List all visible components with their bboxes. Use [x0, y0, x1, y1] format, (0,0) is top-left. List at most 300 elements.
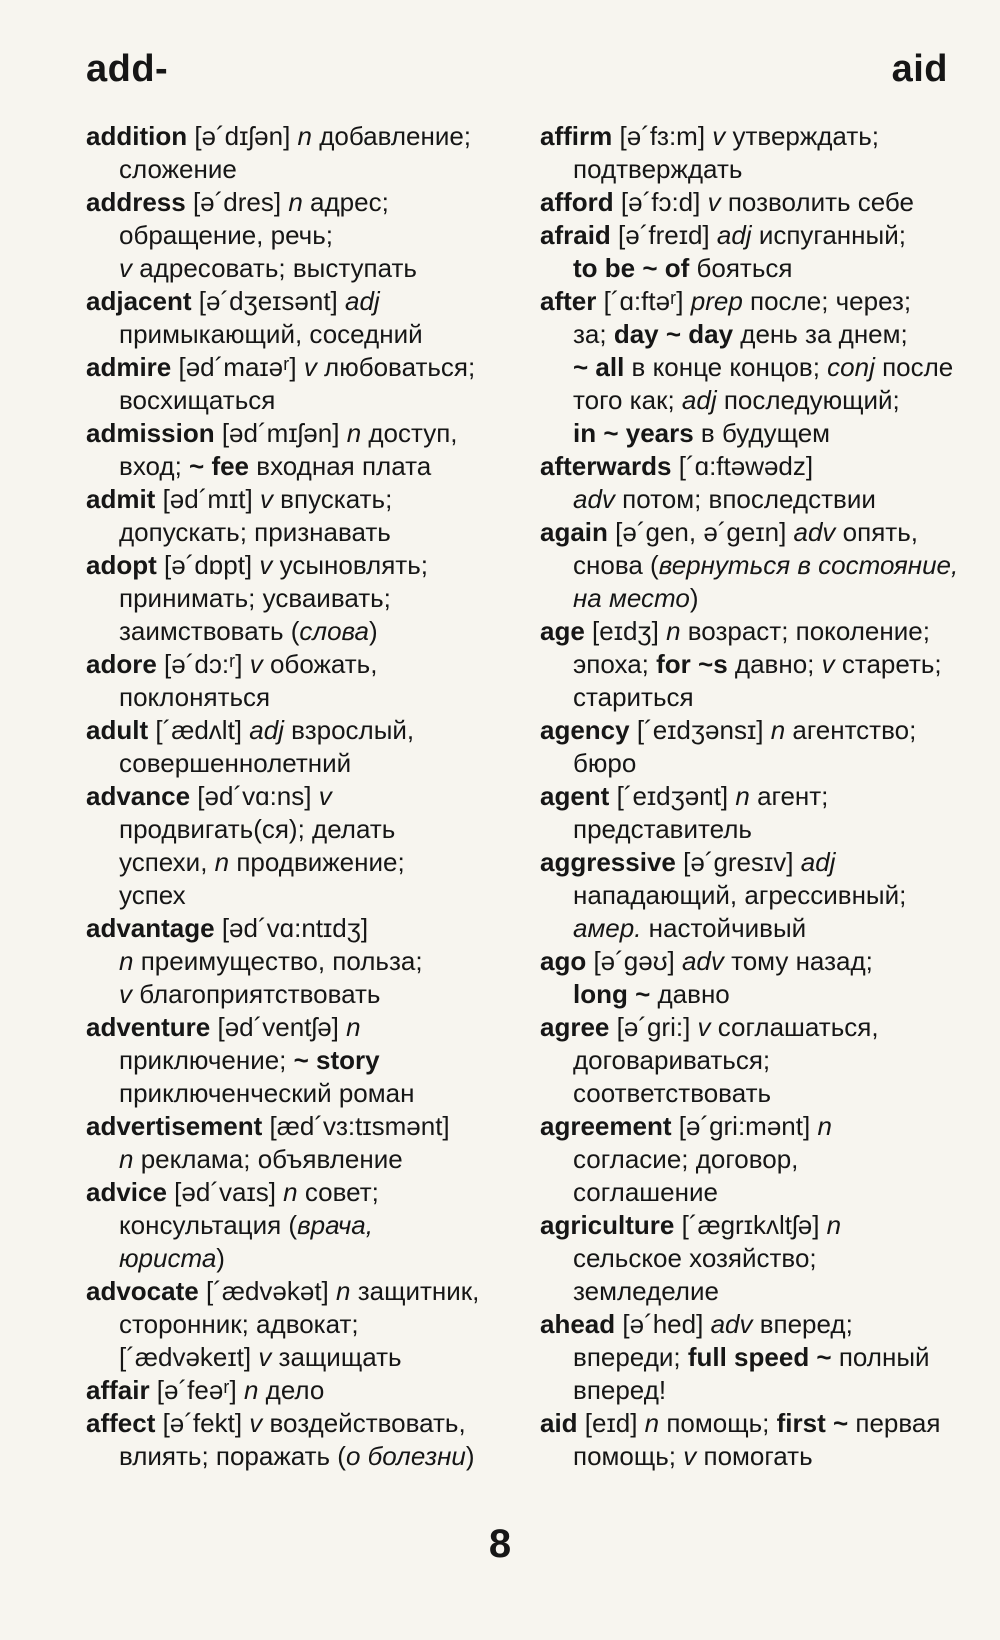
entry-continuation [86, 252, 526, 285]
entry-text: успехи, [119, 847, 215, 877]
entry-text: преимущество, польза; [133, 946, 423, 976]
entry-text: после; через; [742, 286, 912, 316]
entry-headline [86, 1011, 526, 1044]
entry-headline [540, 120, 970, 153]
grammar-label: n [644, 1408, 660, 1438]
entry-continuation [540, 747, 970, 780]
entry-headline [86, 648, 526, 681]
grammar-label: на место [573, 583, 690, 613]
headword: affirm [540, 121, 613, 151]
entry-continuation [86, 813, 526, 846]
entry-text: [əd´vaɪs] [166, 1177, 284, 1207]
entry-text: [´ɑ:ftəwədz] [671, 451, 814, 481]
entry-text: [´eɪdʒənt] [609, 781, 736, 811]
dictionary-entry [540, 846, 970, 945]
headword: aid [540, 1408, 578, 1438]
grammar-label: n [119, 1144, 134, 1174]
entry-text: реклама; объявление [133, 1144, 403, 1174]
entry-headline [540, 186, 970, 219]
headword: afford [540, 187, 614, 217]
entry-text: договариваться; [573, 1045, 771, 1075]
entry-text: обращение, речь; [119, 220, 333, 250]
grammar-label: n [214, 847, 230, 877]
entry-continuation [86, 582, 526, 615]
grammar-label: n [288, 187, 303, 217]
grammar-label: adv [793, 517, 836, 547]
entry-text: приключенческий роман [119, 1078, 415, 1108]
entry-headline [86, 912, 526, 945]
grammar-label: v [712, 121, 726, 151]
entry-continuation [86, 1209, 526, 1242]
entry-text: настойчивый [641, 913, 807, 943]
entry-text: эпоха; [573, 649, 657, 679]
entry-text: восхищаться [119, 385, 276, 415]
entry-text: [əd´vɑ:ns] [190, 781, 319, 811]
dictionary-entry [540, 714, 970, 780]
entry-continuation [540, 978, 970, 1011]
grammar-label: n [666, 616, 681, 646]
entry-continuation [540, 1143, 970, 1176]
entry-continuation [86, 384, 526, 417]
entry-continuation [86, 1440, 526, 1473]
entry-text: [ə´gresɪv] [675, 847, 801, 877]
grammar-label: о болезни [345, 1441, 466, 1471]
grammar-label: v [318, 781, 332, 811]
entry-continuation [540, 153, 970, 186]
entry-headline [540, 285, 970, 318]
dictionary-entry [540, 186, 970, 219]
headword: long ~ [573, 979, 651, 1009]
entry-text: [əd´mɪt] [155, 484, 260, 514]
entry-text: [ə´freɪd] [610, 220, 717, 250]
entry-headline [540, 1209, 970, 1242]
headword: address [86, 187, 186, 217]
entry-text: [ə´dʒeɪsənt] [191, 286, 345, 316]
dictionary-entry [86, 351, 526, 417]
entry-text: бояться [689, 253, 793, 283]
entry-continuation [540, 681, 970, 714]
entry-text: ) [369, 616, 378, 646]
entry-headline [86, 483, 526, 516]
headword: adventure [86, 1012, 211, 1042]
entry-text: вперед! [573, 1375, 667, 1405]
entry-text: [ə´dɪʃən] [187, 121, 298, 151]
entry-headline [86, 351, 526, 384]
headword: agree [540, 1012, 610, 1042]
entry-continuation [86, 1341, 526, 1374]
entry-headline [86, 285, 526, 318]
entry-text: усыновлять; [272, 550, 428, 580]
entry-headline [540, 1110, 970, 1143]
entry-text: защитник, [350, 1276, 480, 1306]
entry-headline [86, 780, 526, 813]
entry-text: давно [650, 979, 730, 1009]
entry-text: утверждать; [725, 121, 879, 151]
entry-continuation [540, 648, 970, 681]
entry-text: после [874, 352, 954, 382]
entry-text: в конце концов; [624, 352, 828, 382]
entry-continuation [86, 978, 526, 1011]
entry-continuation [86, 450, 526, 483]
entry-headline [86, 1176, 526, 1209]
entry-continuation [540, 252, 970, 285]
entry-text: снова ( [573, 550, 659, 580]
grammar-label: adj [800, 847, 836, 877]
dictionary-entry [86, 1176, 526, 1275]
dictionary-entry [540, 1308, 970, 1407]
entry-headline [86, 120, 526, 153]
entry-continuation [540, 1440, 970, 1473]
entry-text: защищать [271, 1342, 402, 1372]
headword: agriculture [540, 1210, 675, 1240]
entry-text: стареть; [834, 649, 942, 679]
headword: advance [86, 781, 191, 811]
grammar-label: n [817, 1111, 832, 1141]
grammar-label: adj [345, 286, 380, 316]
entry-text: агентство; [785, 715, 917, 745]
page-number: 8 [488, 1522, 512, 1566]
dictionary-entry [540, 1011, 970, 1110]
entry-text: [´ædʌlt] [148, 715, 250, 745]
entry-text: [ə´gəʊ] [586, 946, 682, 976]
entry-continuation [540, 813, 970, 846]
entry-text: первая [848, 1408, 941, 1438]
headword: agency [540, 715, 630, 745]
entry-text: возраст; поколение; [680, 616, 930, 646]
entry-headline [86, 549, 526, 582]
entry-text: [æd´vɜ:tɪsmənt] [262, 1111, 450, 1141]
entry-text: помощь; [573, 1441, 684, 1471]
grammar-label: adj [249, 715, 284, 745]
entry-continuation [540, 1275, 970, 1308]
entry-continuation [540, 384, 970, 417]
entry-text: в будущем [693, 418, 831, 448]
headword: adore [86, 649, 157, 679]
dictionary-entry [540, 219, 970, 285]
entry-text: вход; [119, 451, 190, 481]
entry-text: согласие; договор, [573, 1144, 799, 1174]
headword: ahead [540, 1309, 616, 1339]
entry-text: опять, [835, 517, 918, 547]
entry-continuation [540, 1242, 970, 1275]
entry-text: совершеннолетний [119, 748, 352, 778]
dictionary-entry [86, 780, 526, 912]
dictionary-entry [86, 549, 526, 648]
headword: to be ~ of [573, 253, 690, 283]
entry-text: того как; [573, 385, 682, 415]
entry-text: консультация ( [119, 1210, 298, 1240]
entry-text: [ə´dɔ:ʳ] [156, 649, 250, 679]
entry-text: испуганный; [751, 220, 906, 250]
entry-continuation [540, 1176, 970, 1209]
dictionary-entry [540, 1209, 970, 1308]
entry-continuation [86, 219, 526, 252]
dictionary-entry [86, 1407, 526, 1473]
entry-text: подтверждать [573, 154, 743, 184]
entry-continuation [86, 681, 526, 714]
entry-text: [´eɪdʒənsɪ] [629, 715, 771, 745]
entry-text: день за днем; [733, 319, 908, 349]
headword: adjacent [86, 286, 192, 316]
entry-text: помощь; [659, 1408, 777, 1438]
entry-text: полный [831, 1342, 930, 1372]
headword: adult [86, 715, 149, 745]
entry-headline [540, 615, 970, 648]
grammar-label: v [683, 1441, 697, 1471]
entry-text: [´ædvəkeɪt] [119, 1342, 259, 1372]
entry-headline [86, 714, 526, 747]
right-column [540, 120, 970, 1473]
entry-text: [ə´fɔ:d] [613, 187, 708, 217]
grammar-label: n [770, 715, 786, 745]
entry-text: [ə´gri:] [609, 1012, 698, 1042]
headword: afterwards [540, 451, 672, 481]
entry-text: земледелие [573, 1276, 719, 1306]
entry-continuation [86, 945, 526, 978]
entry-text: [ə´fɜ:m] [612, 121, 713, 151]
headword: ~ all [573, 352, 625, 382]
headword: advertisement [86, 1111, 263, 1141]
grammar-label: вернуться в состояние, [658, 550, 959, 580]
headword: afraid [540, 220, 611, 250]
entry-text: ) [689, 583, 699, 613]
entry-continuation [86, 318, 526, 351]
grammar-label: n [336, 1276, 351, 1306]
entry-continuation [86, 879, 526, 912]
entry-text: [ə´hed] [615, 1309, 711, 1339]
headword: adopt [86, 550, 157, 580]
entry-continuation [86, 615, 526, 648]
entry-text: соответствовать [573, 1078, 772, 1108]
entry-continuation [540, 351, 970, 384]
grammar-label: слова [299, 616, 370, 646]
grammar-label: n [243, 1375, 259, 1405]
dictionary-entry [540, 945, 970, 1011]
headword: admission [86, 418, 215, 448]
entry-text: потом; впоследствии [614, 484, 876, 514]
grammar-label: v [303, 352, 317, 382]
grammar-label: v [258, 1342, 272, 1372]
entry-text: [əd´maɪəʳ] [171, 352, 304, 382]
entry-text: последующий; [716, 385, 900, 415]
entry-text: адрес; [302, 187, 389, 217]
entry-text: продвижение; [229, 847, 405, 877]
headword: after [540, 286, 597, 316]
dictionary-entry [86, 648, 526, 714]
headword: affect [86, 1408, 156, 1438]
left-column [86, 120, 526, 1473]
grammar-label: prep [690, 286, 743, 316]
grammar-label: v [259, 484, 273, 514]
grammar-label: adv [681, 946, 724, 976]
dictionary-entry [540, 615, 970, 714]
headword: again [540, 517, 608, 547]
entry-continuation [540, 1044, 970, 1077]
entry-text: [əd´vɑ:ntɪdʒ] [214, 913, 369, 943]
entry-text: за; [573, 319, 614, 349]
entry-text: принимать; усваивать; [119, 583, 391, 613]
entry-continuation [86, 1242, 526, 1275]
entry-text: успех [119, 880, 186, 910]
dictionary-entry [86, 1110, 526, 1176]
entry-headline [86, 186, 526, 219]
entry-continuation [86, 747, 526, 780]
grammar-label: adj [681, 385, 717, 415]
headword: admit [86, 484, 156, 514]
entry-text: [ə´gri:mənt] [671, 1111, 818, 1141]
entry-headline [86, 1110, 526, 1143]
entry-continuation [86, 1077, 526, 1110]
entry-text: позволить себе [720, 187, 914, 217]
headword: ~ fee [189, 451, 250, 481]
entry-continuation [86, 1044, 526, 1077]
headword: advantage [86, 913, 215, 943]
headword: ~ story [293, 1045, 380, 1075]
grammar-label: амер. [573, 913, 642, 943]
headword: advice [86, 1177, 167, 1207]
right-guide-word: aid [891, 48, 948, 90]
entry-text: приключение; [119, 1045, 294, 1075]
grammar-label: n [346, 1012, 361, 1042]
entry-headline [540, 1011, 970, 1044]
headword: aggressive [540, 847, 676, 877]
headword: for ~s [656, 649, 728, 679]
grammar-label: n [297, 121, 312, 151]
entry-text: нападающий, агрессивный; [573, 880, 907, 910]
entry-text: давно; [727, 649, 822, 679]
headword: advocate [86, 1276, 199, 1306]
entry-headline [540, 516, 970, 549]
entry-continuation [86, 153, 526, 186]
entry-text: допускать; признавать [119, 517, 391, 547]
entry-text: сельское хозяйство; [573, 1243, 817, 1273]
entry-headline [540, 1407, 970, 1440]
grammar-label: adj [716, 220, 752, 250]
entry-text: [əd´ventʃə] [210, 1012, 347, 1042]
dictionary-entry [86, 1275, 526, 1374]
entry-continuation [540, 483, 970, 516]
entry-text: доступ, [361, 418, 458, 448]
headword: addition [86, 121, 188, 151]
entry-continuation [540, 549, 970, 582]
entry-headline [86, 1374, 526, 1407]
grammar-label: n [826, 1210, 842, 1240]
grammar-label: юриста [119, 1243, 217, 1273]
entry-continuation [540, 1077, 970, 1110]
entry-text: поклоняться [119, 682, 271, 712]
entry-text: бюро [573, 748, 637, 778]
entry-text: [ə´gen, ə´geɪn] [607, 517, 794, 547]
entry-continuation [540, 417, 970, 450]
entry-continuation [86, 846, 526, 879]
entry-headline [540, 945, 970, 978]
entry-text: обожать, [262, 649, 378, 679]
headword: affair [86, 1375, 150, 1405]
grammar-label: n [735, 781, 750, 811]
grammar-label: n [346, 418, 362, 448]
entry-text: представитель [573, 814, 752, 844]
entry-text: [´ɑ:ftəʳ] [596, 286, 691, 316]
dictionary-entry [540, 120, 970, 186]
entry-continuation [540, 912, 970, 945]
dictionary-entry [86, 186, 526, 285]
headword: full speed ~ [687, 1342, 832, 1372]
headword: in ~ years [573, 418, 694, 448]
entry-headline [540, 1308, 970, 1341]
entry-headline [540, 450, 970, 483]
entry-text: [ə´dɒpt] [156, 550, 260, 580]
entry-text: [eɪdʒ] [584, 616, 667, 646]
entry-text: воздействовать, [262, 1408, 466, 1438]
entry-text: соглашение [573, 1177, 718, 1207]
entry-headline [540, 714, 970, 747]
left-guide-word: add- [86, 48, 169, 90]
entry-text: ) [465, 1441, 475, 1471]
grammar-label: n [119, 946, 134, 976]
headword: age [540, 616, 585, 646]
dictionary-entry [540, 1407, 970, 1473]
entry-text: дело [258, 1375, 325, 1405]
entry-text: [əd´mɪʃən] [214, 418, 347, 448]
entry-text: адресовать; выступать [132, 253, 417, 283]
entry-text: [´ægrɪkʌltʃə] [674, 1210, 827, 1240]
dictionary-entry [86, 285, 526, 351]
grammar-label: v [821, 649, 835, 679]
grammar-label: adv [573, 484, 615, 514]
headword: admire [86, 352, 172, 382]
entry-headline [540, 846, 970, 879]
grammar-label: v [119, 979, 132, 1009]
entry-headline [540, 780, 970, 813]
entry-text: стариться [573, 682, 694, 712]
entry-text: сторонник; адвокат; [119, 1309, 359, 1339]
grammar-label: v [697, 1012, 711, 1042]
entry-text: ) [216, 1243, 225, 1273]
headword: agreement [540, 1111, 672, 1141]
headword: first ~ [776, 1408, 849, 1438]
entry-text: [´ædvəkət] [198, 1276, 337, 1306]
entry-continuation [540, 318, 970, 351]
entry-text: добавление; [312, 121, 472, 151]
entry-text: агент; [749, 781, 829, 811]
grammar-label: adv [710, 1309, 753, 1339]
grammar-label: врача, [297, 1210, 373, 1240]
grammar-label: n [283, 1177, 298, 1207]
entry-continuation [540, 582, 970, 615]
entry-continuation [86, 1143, 526, 1176]
entry-continuation [86, 516, 526, 549]
grammar-label: v [707, 187, 721, 217]
entry-continuation [86, 1308, 526, 1341]
dictionary-entry [86, 912, 526, 1011]
entry-text: влиять; поражать ( [119, 1441, 346, 1471]
grammar-label: conj [827, 352, 875, 382]
entry-continuation [540, 879, 970, 912]
dictionary-entry [86, 483, 526, 549]
entry-text: вперед; [752, 1309, 853, 1339]
entry-headline [86, 1275, 526, 1308]
entry-text: совет; [297, 1177, 379, 1207]
entry-text: заимствовать ( [119, 616, 300, 646]
entry-text: входная плата [249, 451, 432, 481]
dictionary-entry [86, 1011, 526, 1110]
headword: ago [540, 946, 587, 976]
entry-text: любоваться; [316, 352, 476, 382]
entry-text: взрослый, [283, 715, 415, 745]
dictionary-entry [86, 417, 526, 483]
dictionary-entry [540, 450, 970, 516]
dictionary-entry [540, 780, 970, 846]
